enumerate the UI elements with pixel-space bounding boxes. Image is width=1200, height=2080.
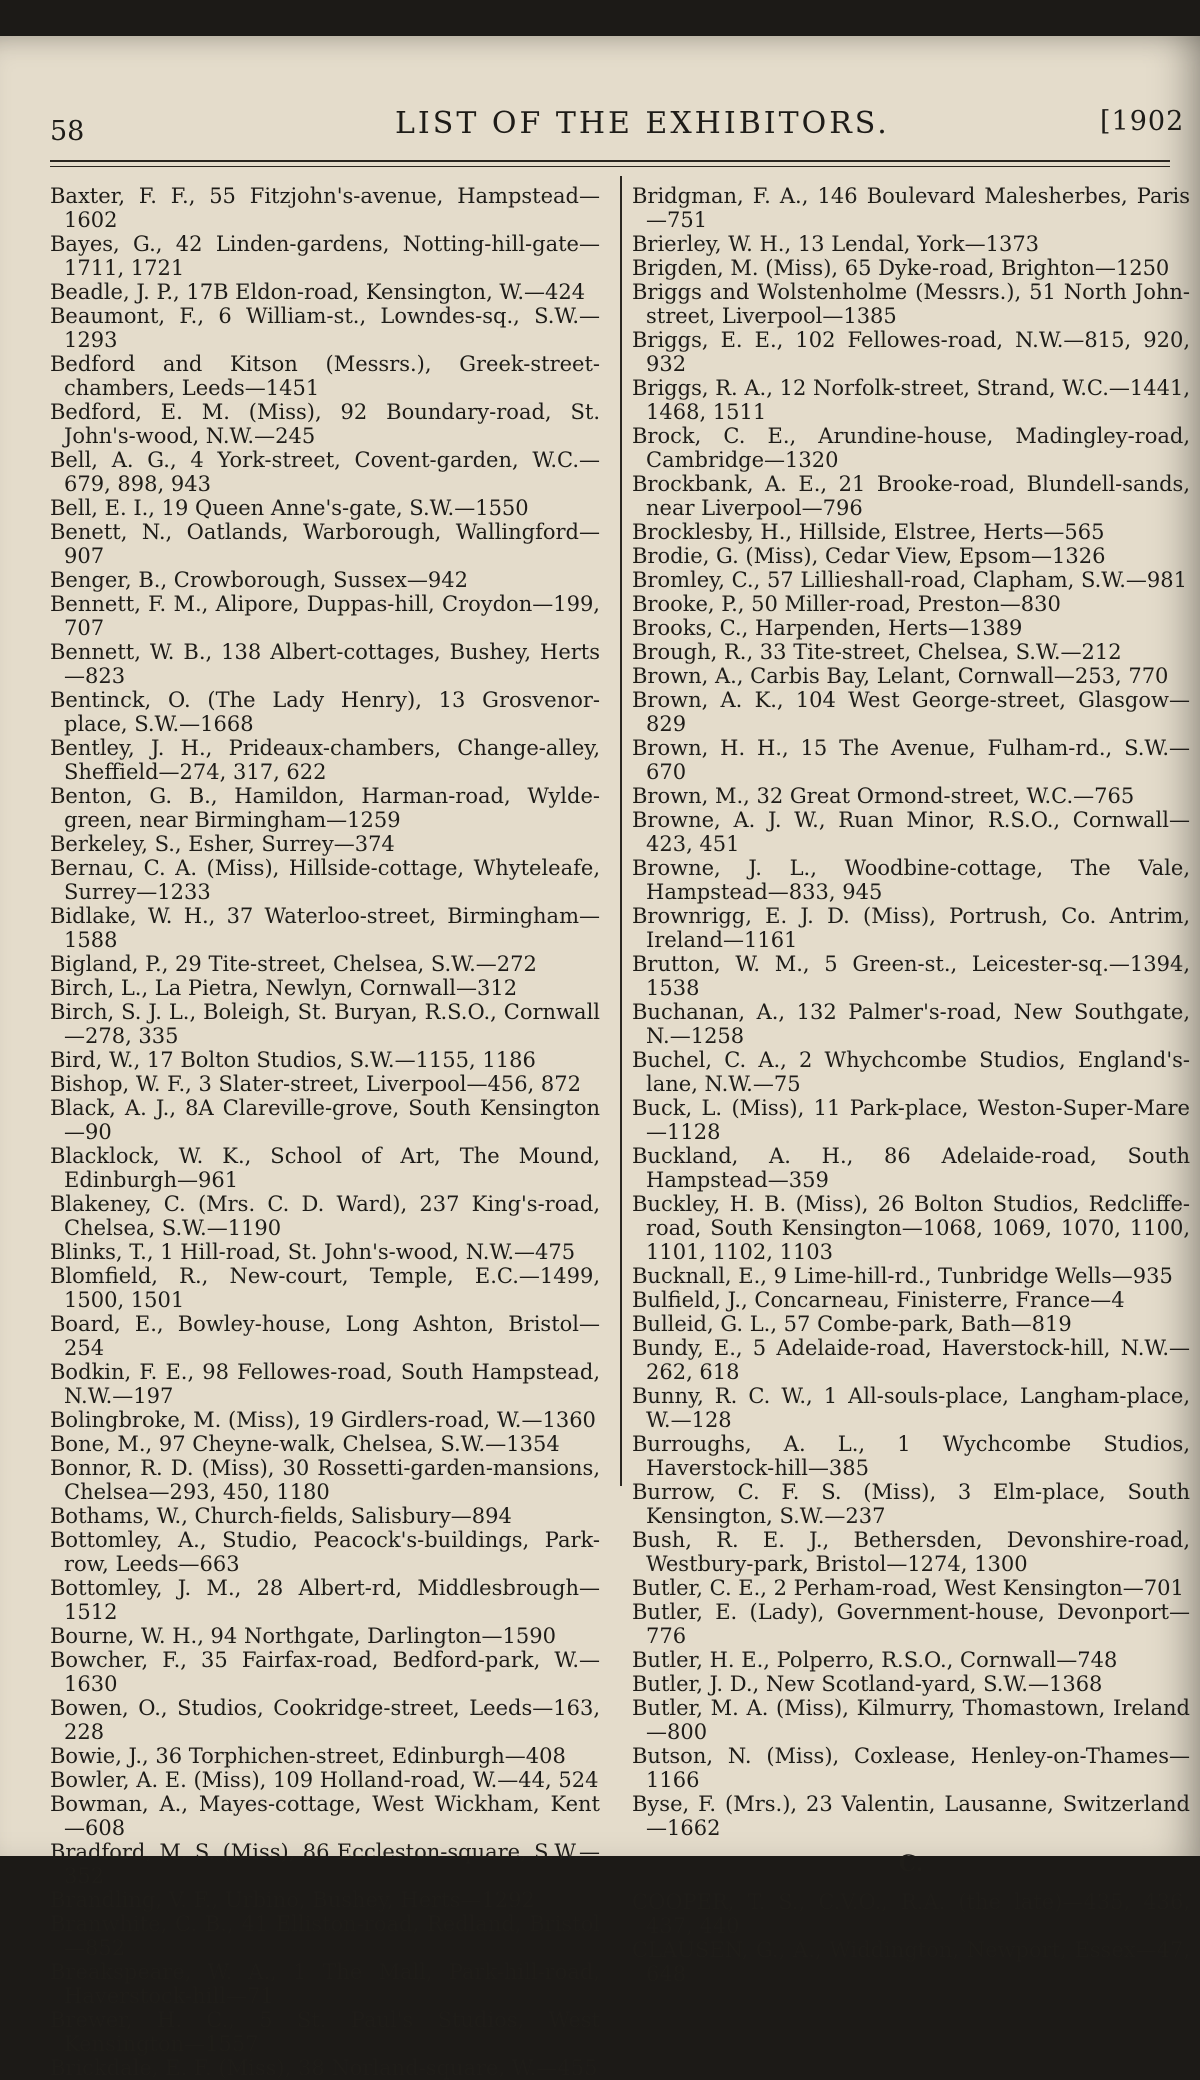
section-c-entries [632,1890,1190,1986]
exhibitor-entry: Briggs, R. A., 12 Norfolk-street, Strand, W.C.—1441, 1468, 1511 [632,376,1190,424]
exhibitor-entry: Butler, E. (Lady), Government-house, Devonport—776 [632,1600,1190,1648]
exhibitor-entry: Buckley, H. B. (Miss), 26 Bolton Studios, Redcliffe-road, South Kensington—1068, 1069, 1070, 1100, 1101, 1102, 1103 [632,1192,1190,1264]
exhibitor-entry: Blacklock, W. K., School of Art, The Mound, Edinburgh—961 [50,1144,600,1192]
exhibitor-entry: Butler, C. E., 2 Perham-road, West Kensington—701 [632,1576,1184,1600]
exhibitor-entry: Bowie, J., 36 Torphichen-street, Edinburgh—408 [50,1744,566,1768]
exhibitor-entry: Butler, J. D., New Scotland-yard, S.W.—1368 [632,1672,1103,1696]
exhibitor-entry: Bennett, F. M., Alipore, Duppas-hill, Croydon—199, 707 [50,592,600,640]
exhibitor-entry: Bone, M., 97 Cheyne-walk, Chelsea, S.W.—1354 [50,1432,560,1456]
exhibitor-entry: Bush, R. E. J., Bethersden, Devonshire-road, Westbury-park, Bristol—1274, 1300 [632,1528,1190,1576]
exhibitor-entry: Black, A. J., 8A Clareville-grove, South Kensington—90 [50,1096,600,1144]
exhibitor-entry: Brown, H. H., 15 The Avenue, Fulham-rd., S.W.—670 [632,736,1190,784]
exhibitor-entry: Bourne, W. H., 94 Northgate, Darlington—1590 [50,1624,556,1648]
exhibitor-entry: Brown, M., 32 Great Ormond-street, W.C.—765 [632,784,1135,808]
left-column [50,184,600,2080]
exhibitor-entry: Bishop, W. F., 3 Slater-street, Liverpool—456, 872 [50,1072,581,1096]
exhibitor-entry: Blomfield, R., New-court, Temple, E.C.—1499, 1500, 1501 [50,1264,600,1312]
exhibitor-entry: Bulleid, G. L., 57 Combe-park, Bath—819 [632,1312,1072,1336]
book-page [0,36,1200,2080]
header-rule [50,160,1170,162]
column-divider [620,176,622,1486]
exhibitor-entry: Bowcher, F., 35 Fairfax-road, Bedford-park, W.—1630 [50,1648,600,1696]
exhibitor-entry: Butler, H. E., Polperro, R.S.O., Cornwall—748 [632,1648,1118,1672]
exhibitor-entry: COOPER, T. S., C.V.O., R.A. (the late)—435, 436, 437, 440 [632,1890,1190,1938]
section-heading-c: C. [898,1851,924,1877]
page-title: LIST OF THE EXHIBITORS. [395,106,890,141]
exhibitor-entry: Bodkin, F. E., 98 Fellowes-road, South Hampstead, N.W.—197 [50,1360,600,1408]
exhibitor-entry: Bothams, W., Church-fields, Salisbury—894 [50,1504,512,1528]
exhibitor-entry: Bidlake, W. H., 37 Waterloo-street, Birmingham—1588 [50,904,600,952]
exhibitor-entry: Brierley, W. H., 13 Lendal, York—1373 [632,232,1040,256]
exhibitor-entry: Bottomley, J. M., 28 Albert-rd, Middlesbrough—1512 [50,1576,600,1624]
exhibitor-entry: Baxter, F. F., 55 Fitzjohn's-avenue, Hampstead—1602 [50,184,600,232]
exhibitor-entry: Berkeley, S., Esher, Surrey—374 [50,832,395,856]
exhibitor-entry: Blinks, T., 1 Hill-road, St. John's-wood, N.W.—475 [50,1240,576,1264]
exhibitor-entry: Bunny, R. C. W., 1 All-souls-place, Langham-place, W.—128 [632,1384,1190,1432]
exhibitor-entry: Browne, J. L., Woodbine-cottage, The Vale, Hampstead—833, 945 [632,856,1190,904]
exhibitor-entry: Brough, R., 33 Tite-street, Chelsea, S.W.—212 [632,640,1122,664]
exhibitor-entry: Bell, A. G., 4 York-street, Covent-garden, W.C.—679, 898, 943 [50,448,600,496]
header-rule-thin [50,166,1170,167]
exhibitor-entry: Bolingbroke, M. (Miss), 19 Girdlers-road, W.—1360 [50,1408,596,1432]
exhibitor-entry: Bedford and Kitson (Messrs.), Greek-street-chambers, Leeds—1451 [50,352,600,400]
right-column [632,184,1190,1986]
exhibitor-entry: Bedford, E. M. (Miss), 92 Boundary-road, St. John's-wood, N.W.—245 [50,400,600,448]
exhibitor-entry: Bradford, M. S. (Miss), 86 Eccleston-square, S.W.—352 [50,1840,600,1888]
exhibitor-entry: Bell, E. I., 19 Queen Anne's-gate, S.W.—1550 [50,496,529,520]
exhibitor-entry: Burrow, C. F. S. (Miss), 3 Elm-place, South Kensington, S.W.—237 [632,1480,1190,1528]
exhibitor-entry: Bayes, G., 42 Linden-gardens, Notting-hill-gate—1711, 1721 [50,232,600,280]
exhibitor-entry: Buchanan, A., 132 Palmer's-road, New Southgate, N.—1258 [632,1000,1190,1048]
exhibitor-entry: Bentley, J. H., Prideaux-chambers, Change-alley, Sheffield—274, 317, 622 [50,736,600,784]
exhibitor-entry: Benett, N., Oatlands, Warborough, Wallingford—907 [50,520,600,568]
exhibitor-entry: Brown, A., Carbis Bay, Lelant, Cornwall—253, 770 [632,664,1169,688]
exhibitor-entry: Buckland, A. H., 86 Adelaide-road, South Hampstead—359 [632,1144,1190,1192]
exhibitor-entry: Bulfield, J., Concarneau, Finisterre, France—4 [632,1288,1125,1312]
exhibitor-entry: Branwhite, C. B., 41 Elliston-road, Redland, Bristol—852 [50,1912,600,1960]
exhibitor-entry: Brownrigg, E. J. D. (Miss), Portrush, Co. Antrim, Ireland—1161 [632,904,1190,952]
exhibitor-entry: Brown, A. K., 104 West George-street, Glasgow—829 [632,688,1190,736]
exhibitor-entry: Buck, L. (Miss), 11 Park-place, Weston-Super-Mare—1128 [632,1096,1190,1144]
exhibitor-entry: Bowler, A. E. (Miss), 109 Holland-road, W.—44, 524 [50,1768,599,1792]
exhibitor-entry: Browne, A. J. W., Ruan Minor, R.S.O., Cornwall—423, 451 [632,808,1190,856]
exhibitor-entry: Bernau, C. A. (Miss), Hillside-cottage, Whyteleafe, Surrey—1233 [50,856,600,904]
exhibitor-entry: Bowman, A., Mayes-cottage, West Wickham, Kent—608 [50,1792,600,1840]
exhibitor-entry: Board, E., Bowley-house, Long Ashton, Bristol—254 [50,1312,600,1360]
exhibitor-entry: Burroughs, A. L., 1 Wychcombe Studios, Haverstock-hill—385 [632,1432,1190,1480]
exhibitor-entry: Birch, S. J. L., Boleigh, St. Buryan, R.S.O., Cornwall—278, 335 [50,1000,600,1048]
exhibitor-entry: Brockbank, A. E., 21 Brooke-road, Blundell-sands, near Liverpool—796 [632,472,1190,520]
exhibitor-entry: Bridgman, F. A., 146 Boulevard Malesherbes, Paris—751 [632,184,1190,232]
exhibitor-entry: Brooks, C., Harpenden, Herts—1389 [632,616,1023,640]
exhibitor-entry: Benton, G. B., Hamildon, Harman-road, Wylde-green, near Birmingham—1259 [50,784,600,832]
exhibitor-entry: Butler, M. A. (Miss), Kilmurry, Thomastown, Ireland—800 [632,1696,1190,1744]
exhibitor-entry: Briggs, E. E., 102 Fellowes-road, N.W.—815, 920, 932 [632,328,1190,376]
exhibitor-entry: Brooke, P., 50 Miller-road, Preston—830 [632,592,1061,616]
page-year: [1902 [1100,106,1185,137]
exhibitor-entry: Brutton, W. M., 5 Green-st., Leicester-sq.—1394, 1538 [632,952,1190,1000]
exhibitor-entry: Buchel, C. A., 2 Whychcombe Studios, England's-lane, N.W.—75 [632,1048,1190,1096]
exhibitor-entry: Birch, L., La Pietra, Newlyn, Cornwall—312 [50,976,518,1000]
exhibitor-entry: Brewer, H. C., 5 St. Paul's Studios, West Kensington—1557 [50,2008,600,2056]
exhibitor-entry: Bentinck, O. (The Lady Henry), 13 Grosvenor-place, S.W.—1668 [50,688,600,736]
page-header [50,76,1185,147]
exhibitor-entry: Briggs and Wolstenholme (Messrs.), 51 North John-street, Liverpool—1385 [632,280,1190,328]
exhibitor-entry: Bucknall, E., 9 Lime-hill-rd., Tunbridge Wells—935 [632,1264,1173,1288]
exhibitor-entry: Brodie, G. (Miss), Cedar View, Epsom—1326 [632,544,1106,568]
exhibitor-entry: Brock, C. E., Arundine-house, Madingley-road, Cambridge—1320 [632,424,1190,472]
exhibitor-entry: Brigden, M. (Miss), 65 Dyke-road, Brighton—1250 [632,256,1170,280]
exhibitor-entry: Bottomley, A., Studio, Peacock's-buildings, Park-row, Leeds—663 [50,1528,600,1576]
exhibitor-entry: Byse, F. (Mrs.), 23 Valentin, Lausanne, Switzerland—1662 [632,1792,1190,1840]
exhibitor-entry: Benger, B., Crowborough, Sussex—942 [50,568,468,592]
exhibitor-entry: Bowen, O., Studios, Cookridge-street, Leeds—163, 228 [50,1696,600,1744]
page-number: 58 [50,116,85,147]
exhibitor-entry: Breakspeare, W. A., 1 The Mall, Park-hill-road, Haverstock-hill—71 [50,1960,600,2008]
right-entries [632,184,1190,1840]
exhibitor-entry: Bird, W., 17 Bolton Studios, S.W.—1155, 1186 [50,1048,536,1072]
exhibitor-entry: Beaumont, F., 6 William-st., Lowndes-sq., S.W.—1293 [50,304,600,352]
exhibitor-entry: CLAUSEN, G., A., Widdington, Newport, Essex—47, 648 [632,1938,1190,1986]
exhibitor-entry: Beadle, J. P., 17B Eldon-road, Kensington, W.—424 [50,280,586,304]
exhibitor-entry: Bonnor, R. D. (Miss), 30 Rossetti-garden-mansions, Chelsea—293, 450, 1180 [50,1456,600,1504]
exhibitor-entry: Brocklesby, H., Hillside, Elstree, Herts—565 [632,520,1105,544]
exhibitor-entry: Bromley, C., 57 Lillieshall-road, Clapham, S.W.—981 [632,568,1187,592]
exhibitor-entry: Butson, N. (Miss), Coxlease, Henley-on-Thames—1166 [632,1744,1190,1792]
exhibitor-entry: Bennett, W. B., 138 Albert-cottages, Bushey, Herts—823 [50,640,600,688]
exhibitor-entry: Bigland, P., 29 Tite-street, Chelsea, S.W.—272 [50,952,537,976]
exhibitor-entry: Brandling, V. F., Urbino, Bushey, Herts—1292 [50,1888,535,1912]
exhibitor-entry: Bundy, E., 5 Adelaide-road, Haverstock-hill, N.W.—262, 618 [632,1336,1190,1384]
exhibitor-entry: Brickdale, E. F. (Miss), 38 Norland-square, W.—455 [50,2056,598,2080]
exhibitor-entry: Blakeney, C. (Mrs. C. D. Ward), 237 King's-road, Chelsea, S.W.—1190 [50,1192,600,1240]
